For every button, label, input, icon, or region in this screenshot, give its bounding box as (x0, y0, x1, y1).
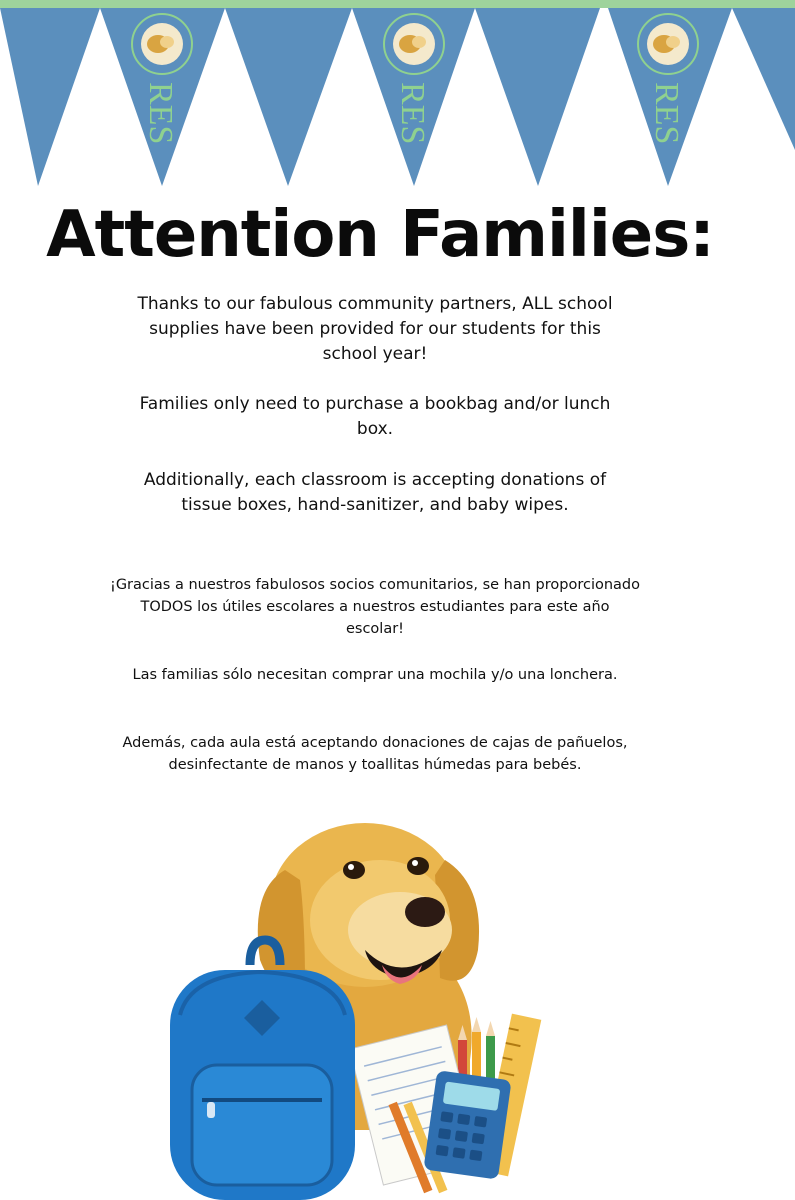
dog-and-school-supplies-illustration (100, 800, 660, 1200)
spanish-paragraph-donations: Además, cada aula está aceptando donaciones de cajas de pañuelos, desinfectante de manos y toallitas húmedas para bebés. (122, 735, 628, 773)
english-paragraph-donations: Additionally, each classroom is accepting donations of tissue boxes, hand-sanitizer, and baby wipes. (143, 470, 607, 515)
pennant-1 (0, 8, 100, 186)
spanish-paragraph-bookbag: Las familias sólo necesitan comprar una mochila y/o una lonchera. (132, 667, 618, 683)
pennant-res-text: RES (648, 82, 685, 145)
pennant-banner (0, 0, 795, 200)
spanish-paragraph-supplies: ¡Gracias a nuestros fabulosos socios comunitarios, se han proporcionado TODOS los útiles escolares a nuestros estudiantes para este año escolar! (110, 577, 640, 637)
pennant-res-text: RES (142, 82, 179, 145)
pennant-7 (732, 8, 795, 150)
pennant-res-text: RES (394, 82, 431, 145)
pennant-5 (475, 8, 600, 186)
english-paragraph-supplies: Thanks to our fabulous community partners, ALL school supplies have been provided for our students for this school year! (137, 294, 613, 364)
pennant-3 (225, 8, 352, 186)
calculator-icon (423, 1070, 511, 1179)
backpack-icon (170, 940, 355, 1200)
page-title: Attention Families: (46, 198, 714, 272)
english-paragraph-bookbag: Families only need to purchase a bookbag and/or lunch box. (139, 394, 611, 439)
